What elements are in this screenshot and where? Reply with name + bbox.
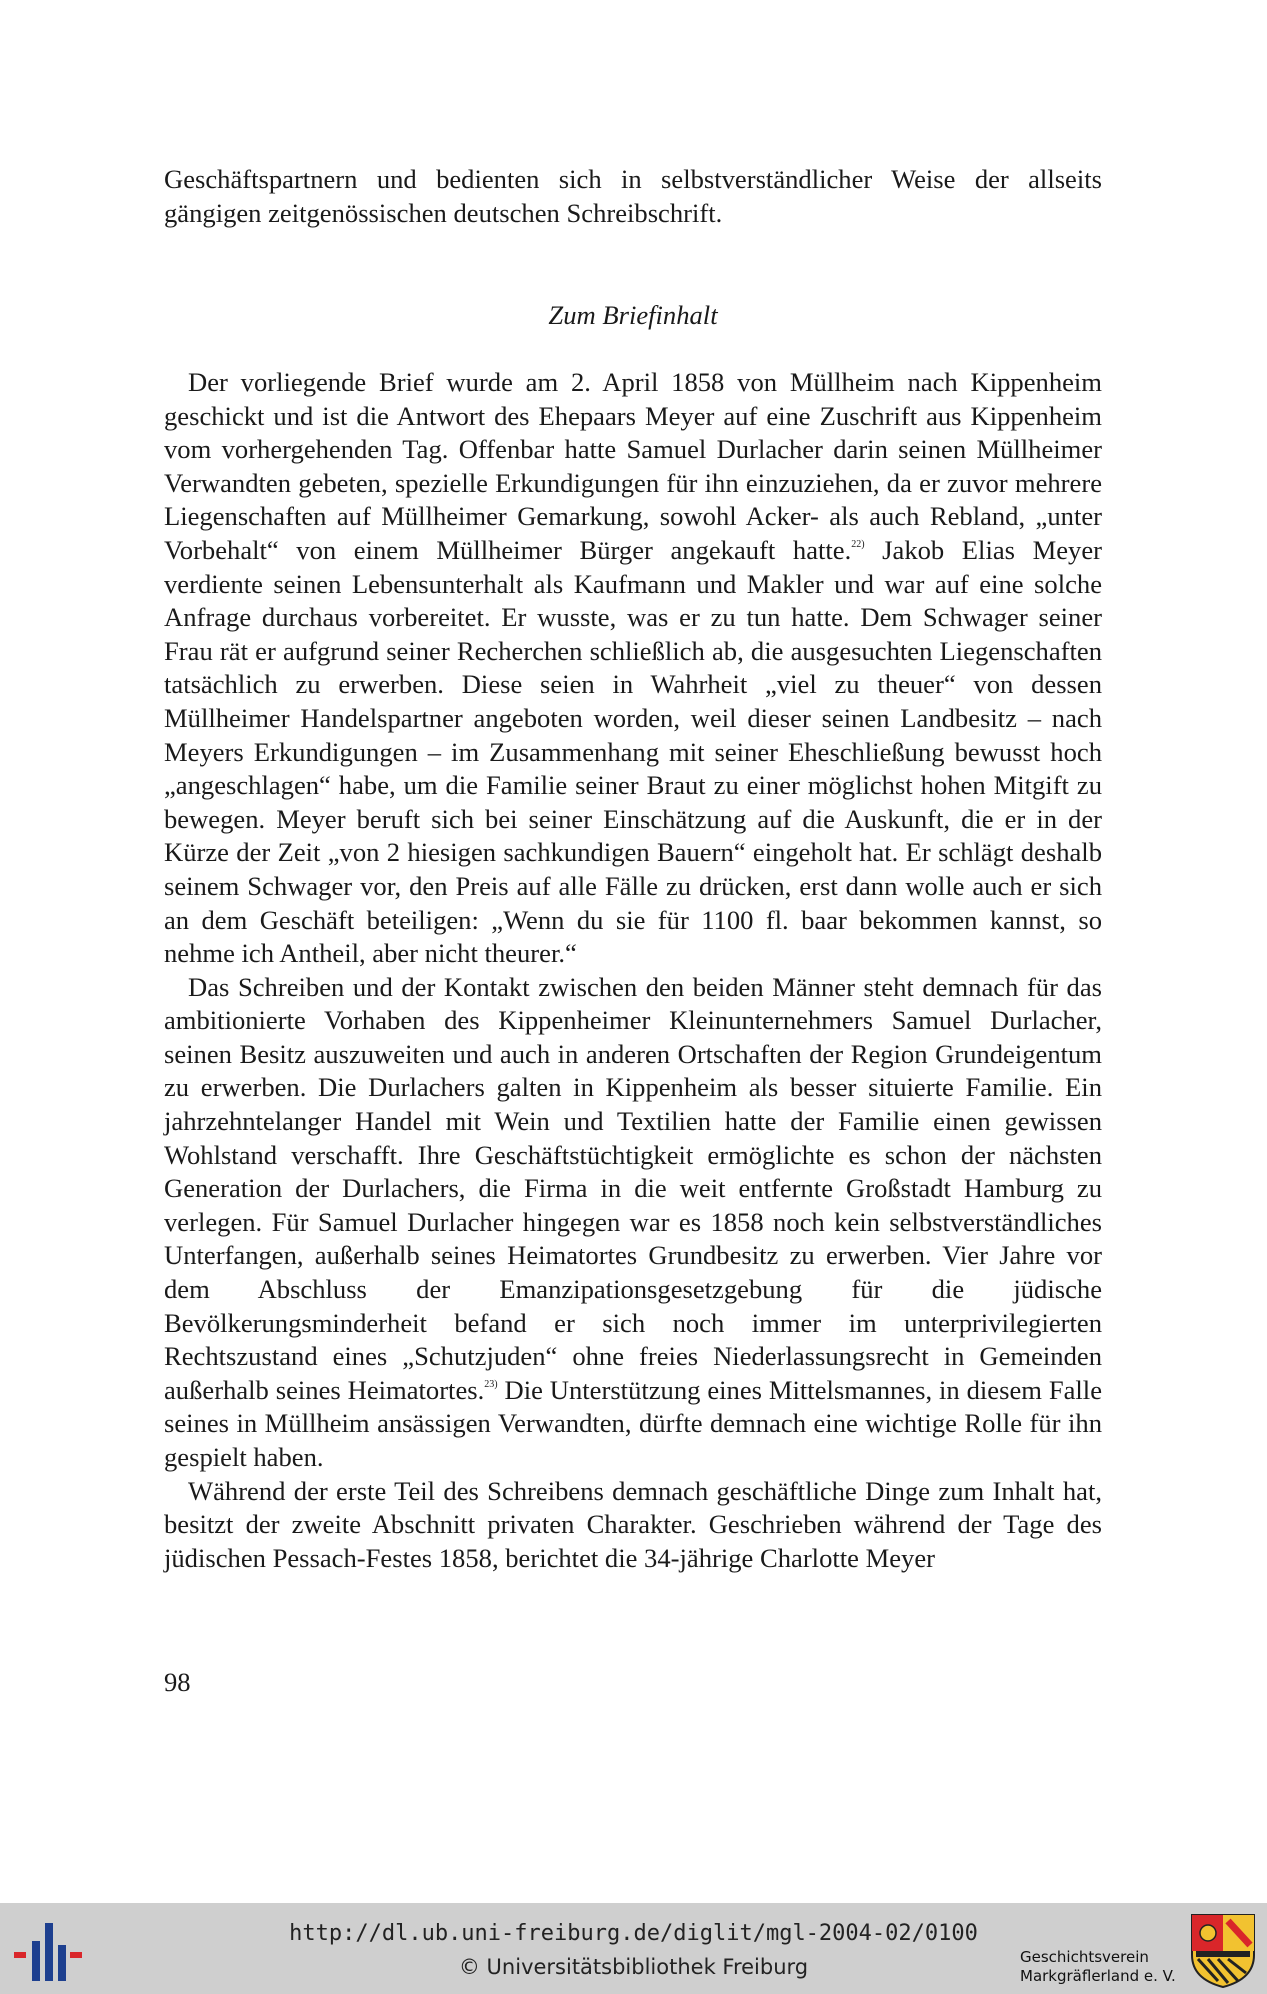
footnote-ref-23[interactable]: 23) [484,1378,498,1390]
paragraph-2-part-a: Das Schreiben und der Kontakt zwischen den beiden Männer steht demnach für das ambitionierte Vorhaben des Kippenheimer Kleinunternehmers Samuel Durlacher, seinen Besitz auszuweiten und auch in anderen Ortschaften der Region Grundeigentum zu erwerben. Die Durlachers galten in Kippenheim als besser situierte Familie. Ein jahrzehntelanger Handel mit Wein und Textilien hatte der Familie einen gewissen Wohlstand verschafft. Ihre Geschäftstüchtigkeit ermöglichte es schon der nächsten Generation der Durlachers, die Firma in die weit entfernte Großstadt Hamburg zu verlegen. Für Samuel Durlacher hingegen war es 1858 noch kein selbstverständliches Unterfangen, außerhalb seines Heimatortes Grundbesitz zu erwerben. Vier Jahre vor dem Abschluss der Emanzipationsgesetzgebung für die jüdische Bevölkerungsminderheit befand er sich noch immer im unterprivilegierten Rechtszustand eines „Schutzjuden“ ohne freies Niederlassungsrecht in Gemeinden außerhalb seines Heimatortes. [164,971,1102,1405]
paragraph-2-part-b: Die Unterstützung eines Mittelsmannes, in diesem Falle seines in Müllheim ansässigen Verwandten, dürfte demnach eine wichtige Rolle für ihn gespielt haben. [164,1374,1103,1472]
page-number: 98 [164,1667,191,1697]
intro-paragraph [164,163,1102,230]
paragraph-2 [164,971,1102,1475]
paragraph-1-part-b: Jakob Elias Meyer verdiente seinen Lebensunterhalt als Kaufmann und Makler und war auf eine solche Anfrage durchaus vorbereitet. Er wusste, was er zu tun hatte. Dem Schwager seiner Frau rät er aufgrund seiner Recherchen schließlich ab, die ausgesuchten Liegenschaften tatsächlich zu erwerben. Diese seien in Wahrheit „viel zu theuer“ von dessen Müllheimer Handelspartner angeboten worden, weil dieser seinen Landbesitz – nach Meyers Erkundigungen – im Zusammenhang mit seiner Eheschließung bewusst hoch „angeschlagen“ habe, um die Familie seiner Braut zu einer möglichst hohen Mitgift zu bewegen. Meyer beruft sich bei seiner Einschätzung auf die Auskunft, die er in der Kürze der Zeit „von 2 hiesigen sachkundigen Bauern“ eingeholt hat. Er schlägt deshalb seinem Schwager vor, den Preis auf alle Fälle zu drücken, erst dann wolle auch er sich an dem Geschäft beteiligen: „Wenn du sie für 1100 fl. baar bekommen kannst, so nehme ich Antheil, aber nicht theurer.“ [164,534,1102,969]
footer-copyright: © Universitätsbibliothek Freiburg [458,1955,809,1979]
coat-of-arms-icon [1188,1911,1258,1989]
org-name-line-2: Markgräflerland e. V. [1020,1967,1176,1985]
org-name-line-1: Geschichtsverein [1020,1948,1149,1966]
paragraph-3-part-a: Während der erste Teil des Schreibens demnach geschäftliche Dinge zum Inhalt hat, besitzt der zweite Abschnitt privaten Charakter. Geschrieben während der Tage des jüdischen Pessach-Festes 1858, berichtet die 34-jährige Charlotte Meyer [164,1475,1102,1573]
section-heading: Zum Briefinhalt [548,300,718,330]
paragraph-1 [164,366,1102,971]
footer-url-link[interactable]: http://dl.ub.uni-freiburg.de/diglit/mgl-2004-02/0100 [289,1921,978,1946]
footnote-ref-22[interactable]: 22) [851,538,865,550]
paragraph-3 [164,1475,1102,1576]
footer-bar [0,1903,1267,1994]
footer-organization [1020,1948,1180,1986]
intro-text: Geschäftspartnern und bedienten sich in selbstverständlicher Weise der allseits gängigen zeitgenössischen deutschen Schreibschrift. [164,164,1102,228]
body-text [164,366,1102,1575]
paragraph-1-part-a: Der vorliegende Brief wurde am 2. April 1858 von Müllheim nach Kippenheim geschickt und ist die Antwort des Ehepaars Meyer auf eine Zuschrift aus Kippenheim vom vorhergehenden Tag. Offenbar hatte Samuel Durlacher darin seinen Müllheimer Verwandten gebeten, spezielle Erkundigungen für ihn einzuziehen, da er zuvor mehrere Liegenschaften auf Müllheimer Gemarkung, sowohl Acker- als auch Rebland, „unter Vorbehalt“ von einem Müllheimer Bürger angekauft hatte. [164,367,1102,565]
